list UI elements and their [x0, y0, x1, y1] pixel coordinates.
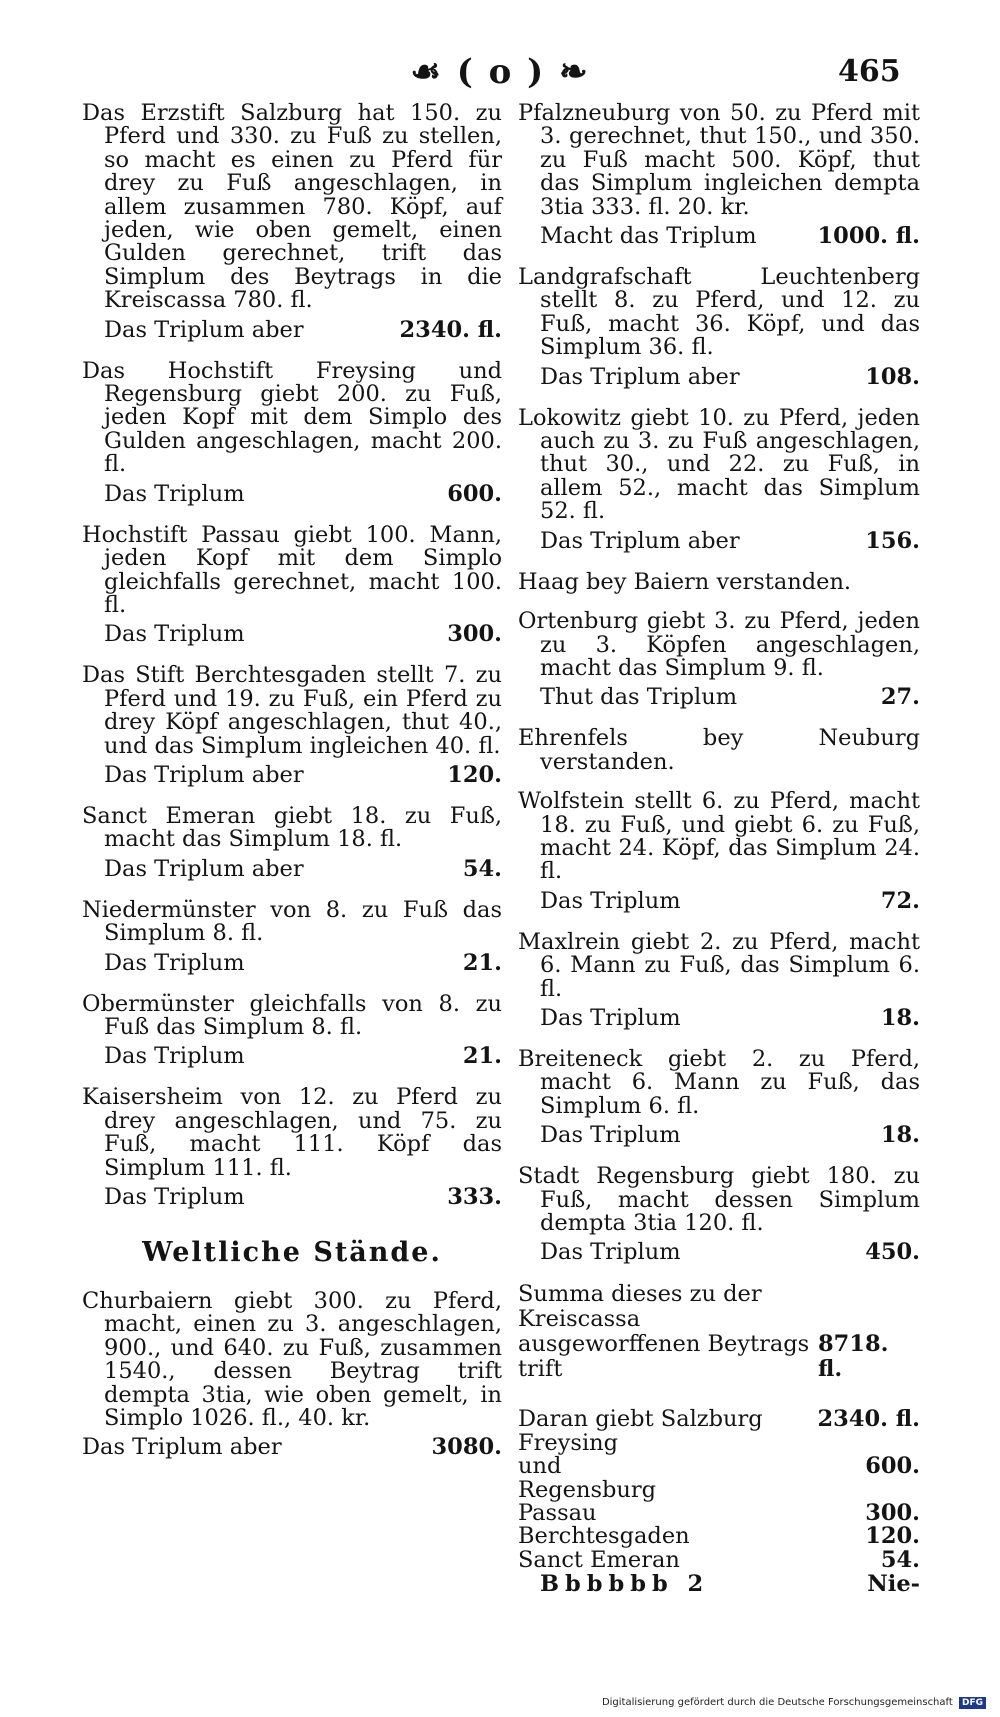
triplum-label: Das Triplum: [540, 887, 681, 914]
contribution-row: [518, 1408, 920, 1431]
page-footer: [518, 1572, 920, 1596]
entry-kaisersheim: [82, 1086, 502, 1211]
contribution-list: [518, 1408, 920, 1572]
triplum-row: [518, 888, 920, 915]
contribution-row: [518, 1525, 920, 1548]
triplum-label: Das Triplum: [540, 1004, 681, 1031]
triplum-label: Das Triplum aber: [82, 1434, 282, 1461]
triplum-row: [518, 1005, 920, 1032]
entry-text: Ehrenfels bey Neuburg verstanden.: [518, 725, 920, 775]
entry-text: Lokowitz giebt 10. zu Pferd, jeden auch zu 3. zu Fuß angeschlagen, thut 30., und 22. zu Fuß, in allem 52., macht das Simplum 52. fl.: [518, 404, 920, 525]
entry-ehrenfels: [518, 727, 920, 774]
entry-text: Kaisersheim von 12. zu Pferd zu drey angeschlagen, und 75. zu Fuß, macht 111. Köpf das Simplum 111. fl.: [82, 1084, 502, 1181]
triplum-row: [82, 856, 502, 883]
triplum-row: [518, 364, 920, 391]
contribution-name: Daran giebt Salzburg: [518, 1406, 763, 1433]
contribution-name: Regensburg: [518, 1476, 657, 1503]
contribution-amount: 2340. fl.: [817, 1406, 920, 1433]
dfg-logo: DFG: [959, 1697, 986, 1709]
triplum-row: [82, 621, 502, 648]
triplum-row: [82, 1043, 502, 1070]
triplum-row: [518, 528, 920, 555]
entry-text: Das Stift Berchtesgaden stellt 7. zu Pferd und 19. zu Fuß, ein Pferd zu drey Köpf angeschlagen, thut 40., und das Simplum ingleichen 40. fl.: [82, 662, 502, 759]
triplum-amount: 3080.: [431, 1434, 502, 1461]
entry-text: Wolfstein stellt 6. zu Pferd, macht 18. zu Fuß, und giebt 6. zu Fuß, macht 24. Köpf, das Simplum 24. fl.: [518, 788, 920, 885]
triplum-amount: 27.: [880, 684, 920, 711]
entry-lokowitz: [518, 404, 920, 555]
triplum-row: [82, 762, 502, 789]
triplum-label: Das Triplum: [540, 1239, 681, 1266]
triplum-amount: 72.: [880, 887, 920, 914]
triplum-label: Das Triplum: [104, 621, 245, 648]
section-title: Weltliche Stände.: [142, 1237, 442, 1268]
triplum-label: Das Triplum: [104, 1184, 245, 1210]
entry-text: Stadt Regensburg giebt 180. zu Fuß, macht dessen Simplum dempta 3tia 120. fl.: [518, 1163, 920, 1236]
triplum-row: [518, 223, 920, 250]
triplum-amount: 18.: [880, 1004, 920, 1031]
contribution-name: Passau: [518, 1500, 597, 1527]
signature-mark: Bbbbbb 2: [540, 1571, 710, 1598]
triplum-label: Das Triplum aber: [104, 761, 304, 788]
triplum-label: Das Triplum aber: [540, 527, 740, 554]
entry-breiteneck: [518, 1045, 920, 1149]
contribution-name: und: [518, 1453, 562, 1480]
triplum-row: [518, 684, 920, 711]
triplum-amount: 1000. fl.: [817, 223, 920, 250]
triplum-row: [518, 1239, 920, 1266]
contribution-amount: 300.: [865, 1500, 920, 1527]
triplum-label: Das Triplum aber: [540, 363, 740, 390]
triplum-amount: 120.: [447, 761, 502, 788]
entry-passau: [82, 521, 502, 649]
entry-text: Pfalzneuburg von 50. zu Pferd mit 3. gerechnet, thut 150., und 350. zu Fuß macht 500. Köpf, thut das Simplum ingleichen dempta 3tia 333. fl. 20. kr.: [518, 100, 920, 220]
left-column: [82, 102, 502, 1477]
triplum-amount: 21.: [462, 1043, 502, 1070]
entry-ortenburg: [518, 610, 920, 711]
entry-maxlrein: [518, 928, 920, 1032]
entry-text: Sanct Emeran giebt 18. zu Fuß, macht das Simplum 18. fl.: [82, 802, 502, 853]
contribution-name: Freysing: [518, 1429, 619, 1456]
triplum-amount: 18.: [880, 1122, 920, 1149]
triplum-label: Das Triplum aber: [104, 316, 304, 343]
entry-churbaiern: [82, 1290, 502, 1461]
entry-text: Hochstift Passau giebt 100. Mann, jeden Kopf mit dem Simplo gleichfalls gerechnet, macht 100. fl.: [82, 521, 502, 618]
contribution-row: [518, 1502, 920, 1525]
triplum-amount: 333.: [447, 1184, 502, 1210]
triplum-amount: 300.: [447, 621, 502, 648]
triplum-amount: 450.: [865, 1239, 920, 1266]
triplum-label: Das Triplum aber: [104, 855, 304, 882]
entry-text: Maxlrein giebt 2. zu Pferd, macht 6. Mann zu Fuß, das Simplum 6. fl.: [518, 928, 920, 1002]
entry-salzburg: [82, 102, 502, 344]
entry-text: Niedermünster von 8. zu Fuß das Simplum 8. fl.: [82, 896, 502, 947]
entry-text: Das Hochstift Freysing und Regensburg giebt 200. zu Fuß, jeden Kopf mit dem Simplo des Gulden angeschlagen, macht 200. fl.: [82, 357, 502, 478]
summa-text: Summa dieses zu der Kreiscassa ausgeworffenen Beytrags trift: [518, 1281, 810, 1383]
catchword: Nie-: [867, 1571, 920, 1598]
triplum-row: [82, 317, 502, 344]
triplum-amount: 21.: [462, 949, 502, 976]
triplum-label: Das Triplum: [104, 949, 245, 976]
summa-block: [518, 1282, 920, 1382]
entry-niedermuenster: [82, 896, 502, 977]
triplum-row: [518, 1122, 920, 1149]
entry-text: Churbaiern giebt 300. zu Pferd, macht, einen zu 3. angeschlagen, 900., und 640. zu Fuß, zusammen 1540., dessen Beytrag trift dempta 3tia, wie oben gemelt, in Simplo 1026. fl., 40. kr.: [82, 1288, 502, 1432]
summa-row: [518, 1282, 920, 1382]
triplum-amount: 108.: [865, 363, 920, 390]
triplum-amount: 600.: [447, 480, 502, 507]
entry-pfalzneuburg: [518, 102, 920, 250]
entry-text: Landgrafschaft Leuchtenberg stellt 8. zu Pferd, und 12. zu Fuß, macht 36. Köpf, und das Simplum 36. fl.: [518, 264, 920, 361]
triplum-amount: 156.: [865, 527, 920, 554]
triplum-amount: 54.: [462, 855, 502, 882]
entry-wolfstein: [518, 790, 920, 915]
triplum-label: Das Triplum: [104, 1043, 245, 1070]
entry-sanct-emeran: [82, 802, 502, 883]
contribution-row: [518, 1546, 920, 1573]
triplum-label: Macht das Triplum: [540, 223, 757, 250]
page-header: [0, 52, 1000, 102]
triplum-label: Thut das Triplum: [540, 684, 738, 711]
header-ornament: ☙ ( o ) ❧: [410, 52, 590, 92]
triplum-label: Das Triplum: [540, 1122, 681, 1149]
entry-obermuenster: [82, 990, 502, 1071]
contribution-amount: 54.: [880, 1546, 920, 1573]
triplum-row: [82, 1434, 502, 1461]
contribution-amount: 600.: [865, 1453, 920, 1480]
entry-text: Ortenburg giebt 3. zu Pferd, jeden zu 3. Köpfen angeschlagen, macht das Simplum 9. fl.: [518, 608, 920, 681]
entry-berchtesgaden: [82, 664, 502, 789]
entry-text: Obermünster gleichfalls von 8. zu Fuß das Simplum 8. fl.: [82, 990, 502, 1040]
contribution-name: Berchtesgaden: [518, 1523, 690, 1550]
entry-text: Breiteneck giebt 2. zu Pferd, macht 6. Mann zu Fuß, das Simplum 6. fl.: [518, 1045, 920, 1119]
contribution-row: [518, 1455, 920, 1478]
triplum-row: [82, 1184, 502, 1211]
contribution-row: [518, 1429, 920, 1456]
contribution-row: [518, 1476, 920, 1503]
entry-text: Das Erzstift Salzburg hat 150. zu Pferd und 330. zu Fuß zu stellen, so macht es einen zu Pferd für drey zu Fuß angeschlagen, in allem zusammen 780. Köpf, auf jeden, wie oben gemelt, einen Gulden gerechnet, trift das Simplum des Beytrags in die Kreiscassa 780. fl.: [82, 100, 502, 314]
triplum-amount: 2340. fl.: [399, 316, 502, 343]
contribution-amount: 120.: [865, 1523, 920, 1550]
summa-amount: 8718. fl.: [818, 1331, 889, 1383]
entry-haag: [518, 568, 920, 595]
contribution-name: Sanct Emeran: [518, 1546, 680, 1573]
triplum-row: [82, 950, 502, 977]
entry-text: Haag bey Baiern verstanden.: [518, 568, 852, 595]
digitization-text: Digitalisierung gefördert durch die Deutsche Forschungsgemeinschaft: [601, 1697, 953, 1708]
right-column: [518, 102, 920, 1596]
entry-leuchtenberg: [518, 266, 920, 391]
triplum-label: Das Triplum: [104, 480, 245, 507]
entry-regensburg-stadt: [518, 1165, 920, 1266]
entry-freysing: [82, 357, 502, 508]
digitization-note: [602, 1697, 986, 1709]
triplum-row: [82, 481, 502, 508]
page-number: 465: [838, 54, 901, 89]
